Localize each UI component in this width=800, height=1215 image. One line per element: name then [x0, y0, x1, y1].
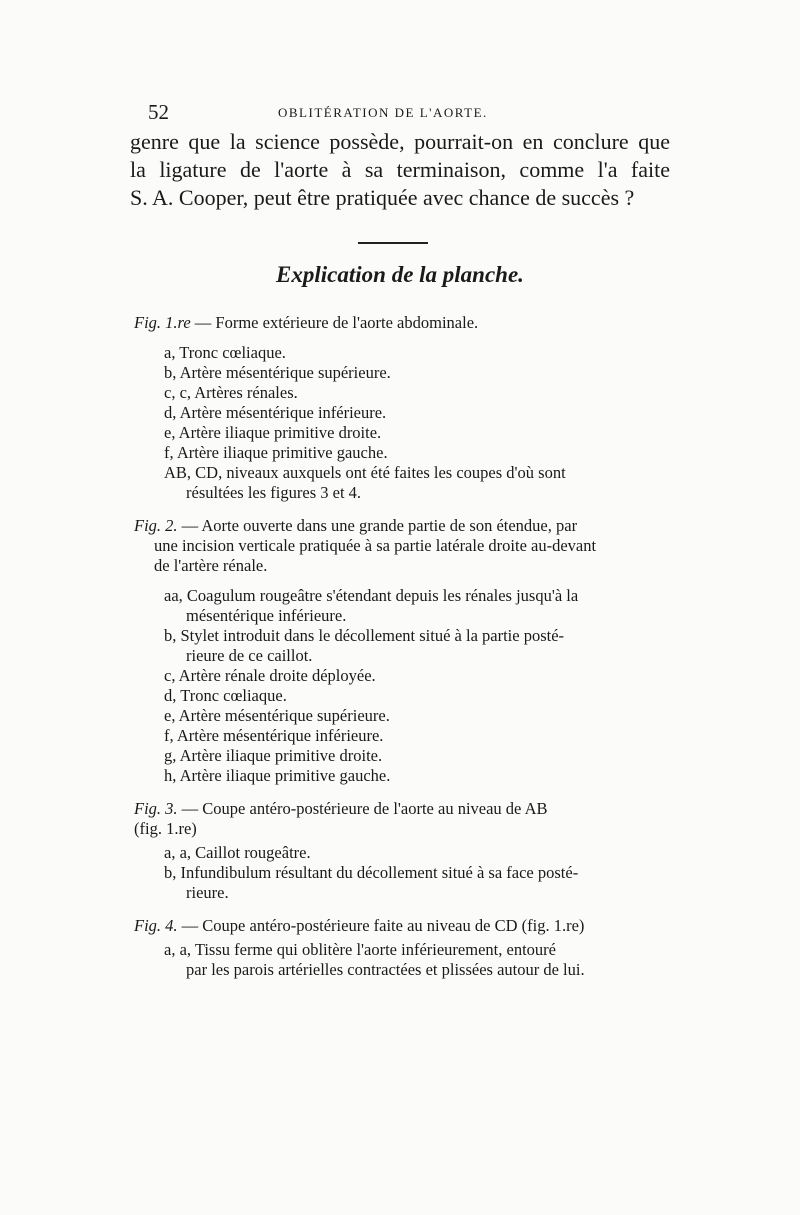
fig3-item-a: a, a, Caillot rougeâtre.: [164, 843, 311, 862]
fig2-item: f, Artère mésentérique inférieure.: [164, 726, 384, 745]
fig2-item-b: b, Stylet introduit dans le décollement situé à la partie posté-: [164, 626, 565, 645]
fig2-item: d, Tronc cœliaque.: [164, 686, 287, 705]
fig4-label: Fig. 4.: [134, 916, 178, 935]
running-head: OBLITÉRATION DE L'AORTE.: [278, 105, 488, 120]
fig2-item: g, Artère iliaque primitive droite.: [164, 746, 383, 765]
fig2-caption-cont: de l'artère rénale.: [154, 556, 268, 575]
fig2-item-aa-cont: mésentérique inférieure.: [186, 606, 347, 625]
fig2-caption: [134, 516, 670, 536]
fig2-item-aa: aa, Coagulum rougeâtre s'étendant depuis les rénales jusqu'à la: [164, 586, 579, 605]
fig1-item: c, c, Artères rénales.: [164, 383, 298, 402]
fig3-item-b-cont: rieure.: [186, 883, 229, 902]
fig1-item: f, Artère iliaque primitive gauche.: [164, 443, 388, 462]
fig1-note: AB, CD, niveaux auxquels ont été faites les coupes d'où sont: [164, 463, 566, 482]
fig2-caption-cont: une incision verticale pratiquée à sa partie latérale droite au-devant: [154, 536, 597, 555]
intro-line: S. A. Cooper, peut être pratiquée avec chance de succès ?: [130, 185, 635, 210]
fig3-caption-text: — Coupe antéro-postérieure de l'aorte au niveau de AB: [177, 799, 548, 818]
fig2-caption-text: — Aorte ouverte dans une grande partie de son étendue, par: [177, 516, 578, 535]
fig3-caption-cont: (fig. 1.re): [134, 819, 197, 838]
fig3-item-b: b, Infundibulum résultant du décollement situé à sa face posté-: [164, 863, 579, 882]
fig1-label: Fig. 1.re: [134, 313, 191, 332]
plate-explanation: [134, 313, 670, 980]
fig4-item-cont: par les parois artérielles contractées et plissées autour de lui.: [186, 960, 585, 979]
intro-paragraph: [130, 128, 670, 212]
fig1-item: d, Artère mésentérique inférieure.: [164, 403, 387, 422]
fig2-item: e, Artère mésentérique supérieure.: [164, 706, 390, 725]
fig1-note-cont: résultées les figures 3 et 4.: [186, 483, 362, 502]
fig2-label: Fig. 2.: [134, 516, 178, 535]
fig3-caption: [134, 799, 670, 819]
fig4-item: a, a, Tissu ferme qui oblitère l'aorte inférieurement, entouré: [164, 940, 556, 959]
fig4-caption-text: — Coupe antéro-postérieure faite au niveau de CD (fig. 1.re): [177, 916, 585, 935]
fig4-caption: [134, 916, 670, 936]
page-header: [148, 100, 668, 122]
fig1-item: a, Tronc cœliaque.: [164, 343, 286, 362]
fig1-item: b, Artère mésentérique supérieure.: [164, 363, 391, 382]
fig1-caption-text: — Forme extérieure de l'aorte abdominale.: [190, 313, 479, 332]
section-divider: [358, 242, 428, 244]
section-title: Explication de la planche.: [276, 262, 524, 287]
page-number: 52: [148, 100, 169, 124]
fig3-label: Fig. 3.: [134, 799, 178, 818]
fig2-item: h, Artère iliaque primitive gauche.: [164, 766, 391, 785]
intro-line: genre que la science possède, pourrait-on en conclure que: [130, 129, 670, 154]
intro-line: la ligature de l'aorte à sa terminaison, comme l'a faite: [130, 157, 670, 182]
fig2-item: c, Artère rénale droite déployée.: [164, 666, 376, 685]
fig2-item-b-cont: rieure de ce caillot.: [186, 646, 313, 665]
fig1-caption: [134, 313, 670, 333]
fig1-item: e, Artère iliaque primitive droite.: [164, 423, 382, 442]
